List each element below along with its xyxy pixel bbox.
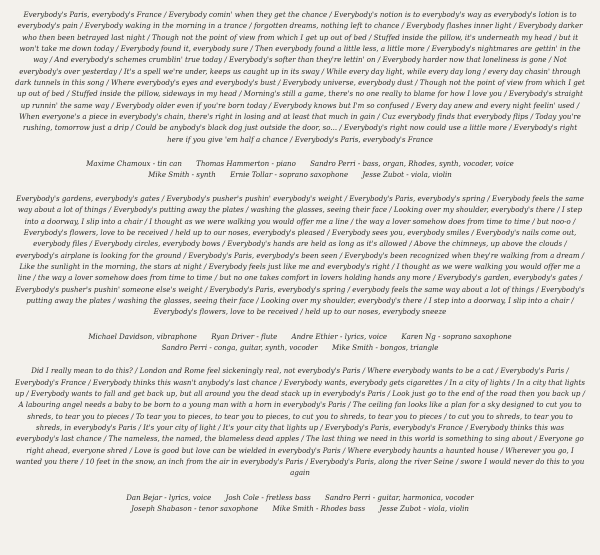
credits-block-1 — [14, 158, 586, 181]
credit-entry: Jesse Zubot - viola, violin — [362, 170, 452, 180]
credit-entry: Mike Smith - synth — [148, 170, 216, 180]
credits-block-2 — [14, 331, 586, 354]
credit-entry: Sandro Perri - guitar, harmonica, vocoder — [325, 492, 474, 502]
credit-line — [14, 492, 586, 503]
credit-entry: Jesse Zubot - viola, violin — [379, 504, 469, 514]
credit-line — [14, 342, 586, 353]
credit-entry: Thomas Hammerton - piano — [196, 159, 296, 169]
credit-line — [14, 503, 586, 514]
credit-entry: Ryan Driver - flute — [211, 331, 278, 341]
credit-line — [14, 169, 586, 180]
credit-line — [14, 158, 586, 169]
credit-entry: Joseph Shabason - tenor saxophone — [131, 504, 259, 514]
credit-entry: Sandro Perri - bass, organ, Rhodes, synth, vocoder, voice — [310, 159, 514, 169]
credit-entry: Karen Ng - soprano saxophone — [401, 331, 512, 341]
credit-entry: Mike Smith - bongos, triangle — [331, 342, 439, 352]
credits-block-3 — [14, 492, 586, 515]
lyrics-block-3: Did I really mean to do this? / London and Rome feel sickeningly real, not everybody's Paris / Where everybody wants to be a cat / Everybody's Paris / Everybody's France / Everybody thinks this wasn't anybody's last chance / Everybody wants, everybody gets cigarettes / In a city of lights / In a city that lights up / Everybody wants to fall and get back up, but all around you the dead stack up in everybody's Paris / Look just go to the end of the road then you back up / A labouring angel needs a baby to be born to a young man with a horn in everybody's Paris / The ceiling fan looks like a plan for a sky designed to cut you to shreds, to tear you to pieces / To tear you to pieces, to tear you to pieces, to cut you to shreds, to tear you to pieces / to cut you to shreds, to tear you to shreds, in everybody's Paris / It's your city of light / It's your city that lights up / Everybody's Paris, everybody's France / Everybody thinks this was everybody's last chance / The nameless, the named, the blameless dead apples / The last thing we need in this world is something to sing about / Everyone go right ahead, everyone shred / Love is good but love can be wielded in everybody's Paris / Where everybody haunts a haunted house / Wherever you go, I wanted you there / 10 feet in the snow, an inch from the air in everybody's Paris / Everybody's Paris, along the river Seine / swore I would never do this to you again — [14, 366, 586, 478]
credit-entry: Sandro Perri - conga, guitar, synth, vocoder — [161, 342, 318, 352]
lyrics-block-2: Everybody's gardens, everybody's gates / Everybody's pusher's pushin' everybody's weight / Everybody's Paris, everybody's spring / Everybody feels the same way about a lot of things / Everybody's putting away the plates / washing the glasses, seeing their face / Looking over my shoulder, everybody's there / I step into a doorway, I slip into a chair / I thought as we were walking you would offer me a line / the way a lover somehow does from time to time / but noo-o / Everybody's flowers, love to be received / held up to our noses, everybody's pleased / Everybody sees you, everybody smiles / Everybody's nails come out, everybody files / Everybody circles, everybody bows / Everybody's hands are held as long as it's allowed / Above the chimneys, up above the clouds / everybody's airplane is looking for the ground / Everybody's Paris, everybody's been seen / Everybody's been recognized when they're walking from a dream / Like the sunlight in the morning, the stars at night / Everybody feels just like me and everybody's right / I thought as we were walking you would offer me a line / the way a lover somehow does from time to time / but no one takes comfort in lovers holding hands any more / Everybody's garden, everybody's gates / Everybody's pusher's pushin' someone else's weight / Everybody's Paris, everybody's spring / everybody feels the same way about a lot of things / Everybody's putting away the plates / washing the glasses, seeing their face / Looking over my shoulder, everybody's there / I step into a doorway, I slip into a chair / Everybody's flowers, love to be received / held up to our noses, everybody sneeze — [15, 193, 585, 317]
credit-entry: Mike Smith - Rhodes bass — [272, 504, 366, 514]
credit-entry: Michael Davidson, vibraphone — [88, 331, 197, 341]
credit-entry: Maxime Chamoux - tin can — [86, 159, 182, 169]
credit-entry: Ernie Tollar - soprano saxophone — [230, 170, 349, 180]
lyrics-block-1: Everybody's Paris, everybody's France / Everybody comin' when they get the chance / Everybody's notion is to everybody's way as everybody's lotion is to everybody's pain / Everybody waking in the morning in a trance / forgotten dreams, nothing left to chance / Everybody flashes inner light / Everybody darker who then been betrayed last night / Though not the point of view from which I get up out of bed / Stuffed inside the pillow, it's underneath my head / but it won't take me down today / Everybody found it, everybody sure / Then everybody found a little less, a little more / Everybody's nightmares are gettin' in the way / And everybody's schemes crumblin' true today / Everybody's softer than they're lettin' on / Everybody harder now that loneliness is gone / Not everybody's over yesterday / It's a spell we're under, keeps us caught up in its sway / While every day light, while every day long / every day chasin' through dark tunnels in this song / Where everybody's eyes and everybody's bust / Everybody universe, everybody dust / Though not the point of view from which I get up out of bed / Stuffed inside the pillow, sideways in my head / Morning's still a game, there's no one really to blame for how I love you / Everybody's straight up runnin' the same way / Everybody older even if you're born today / Everybody knows but I'm so confused / Every day anew and every night feelin' used / When everyone's a piece in everybody's chain, there's right in losing and at least that much in gain / Cuz everybody finds that everybody flips / Today you're rushing, tomorrow just a drip / Could be anybody's black dog just outside the door, so... / Everybody's right now could use a little more / Everybody's right here if you give 'em half a chance / Everybody's Paris, everybody's France — [15, 10, 585, 144]
credit-entry: Dan Bejar - lyrics, voice — [126, 492, 212, 502]
credit-line — [14, 331, 586, 342]
credit-entry: Andre Ethier - lyrics, voice — [291, 331, 388, 341]
credit-entry: Josh Cole - fretless bass — [225, 492, 311, 502]
